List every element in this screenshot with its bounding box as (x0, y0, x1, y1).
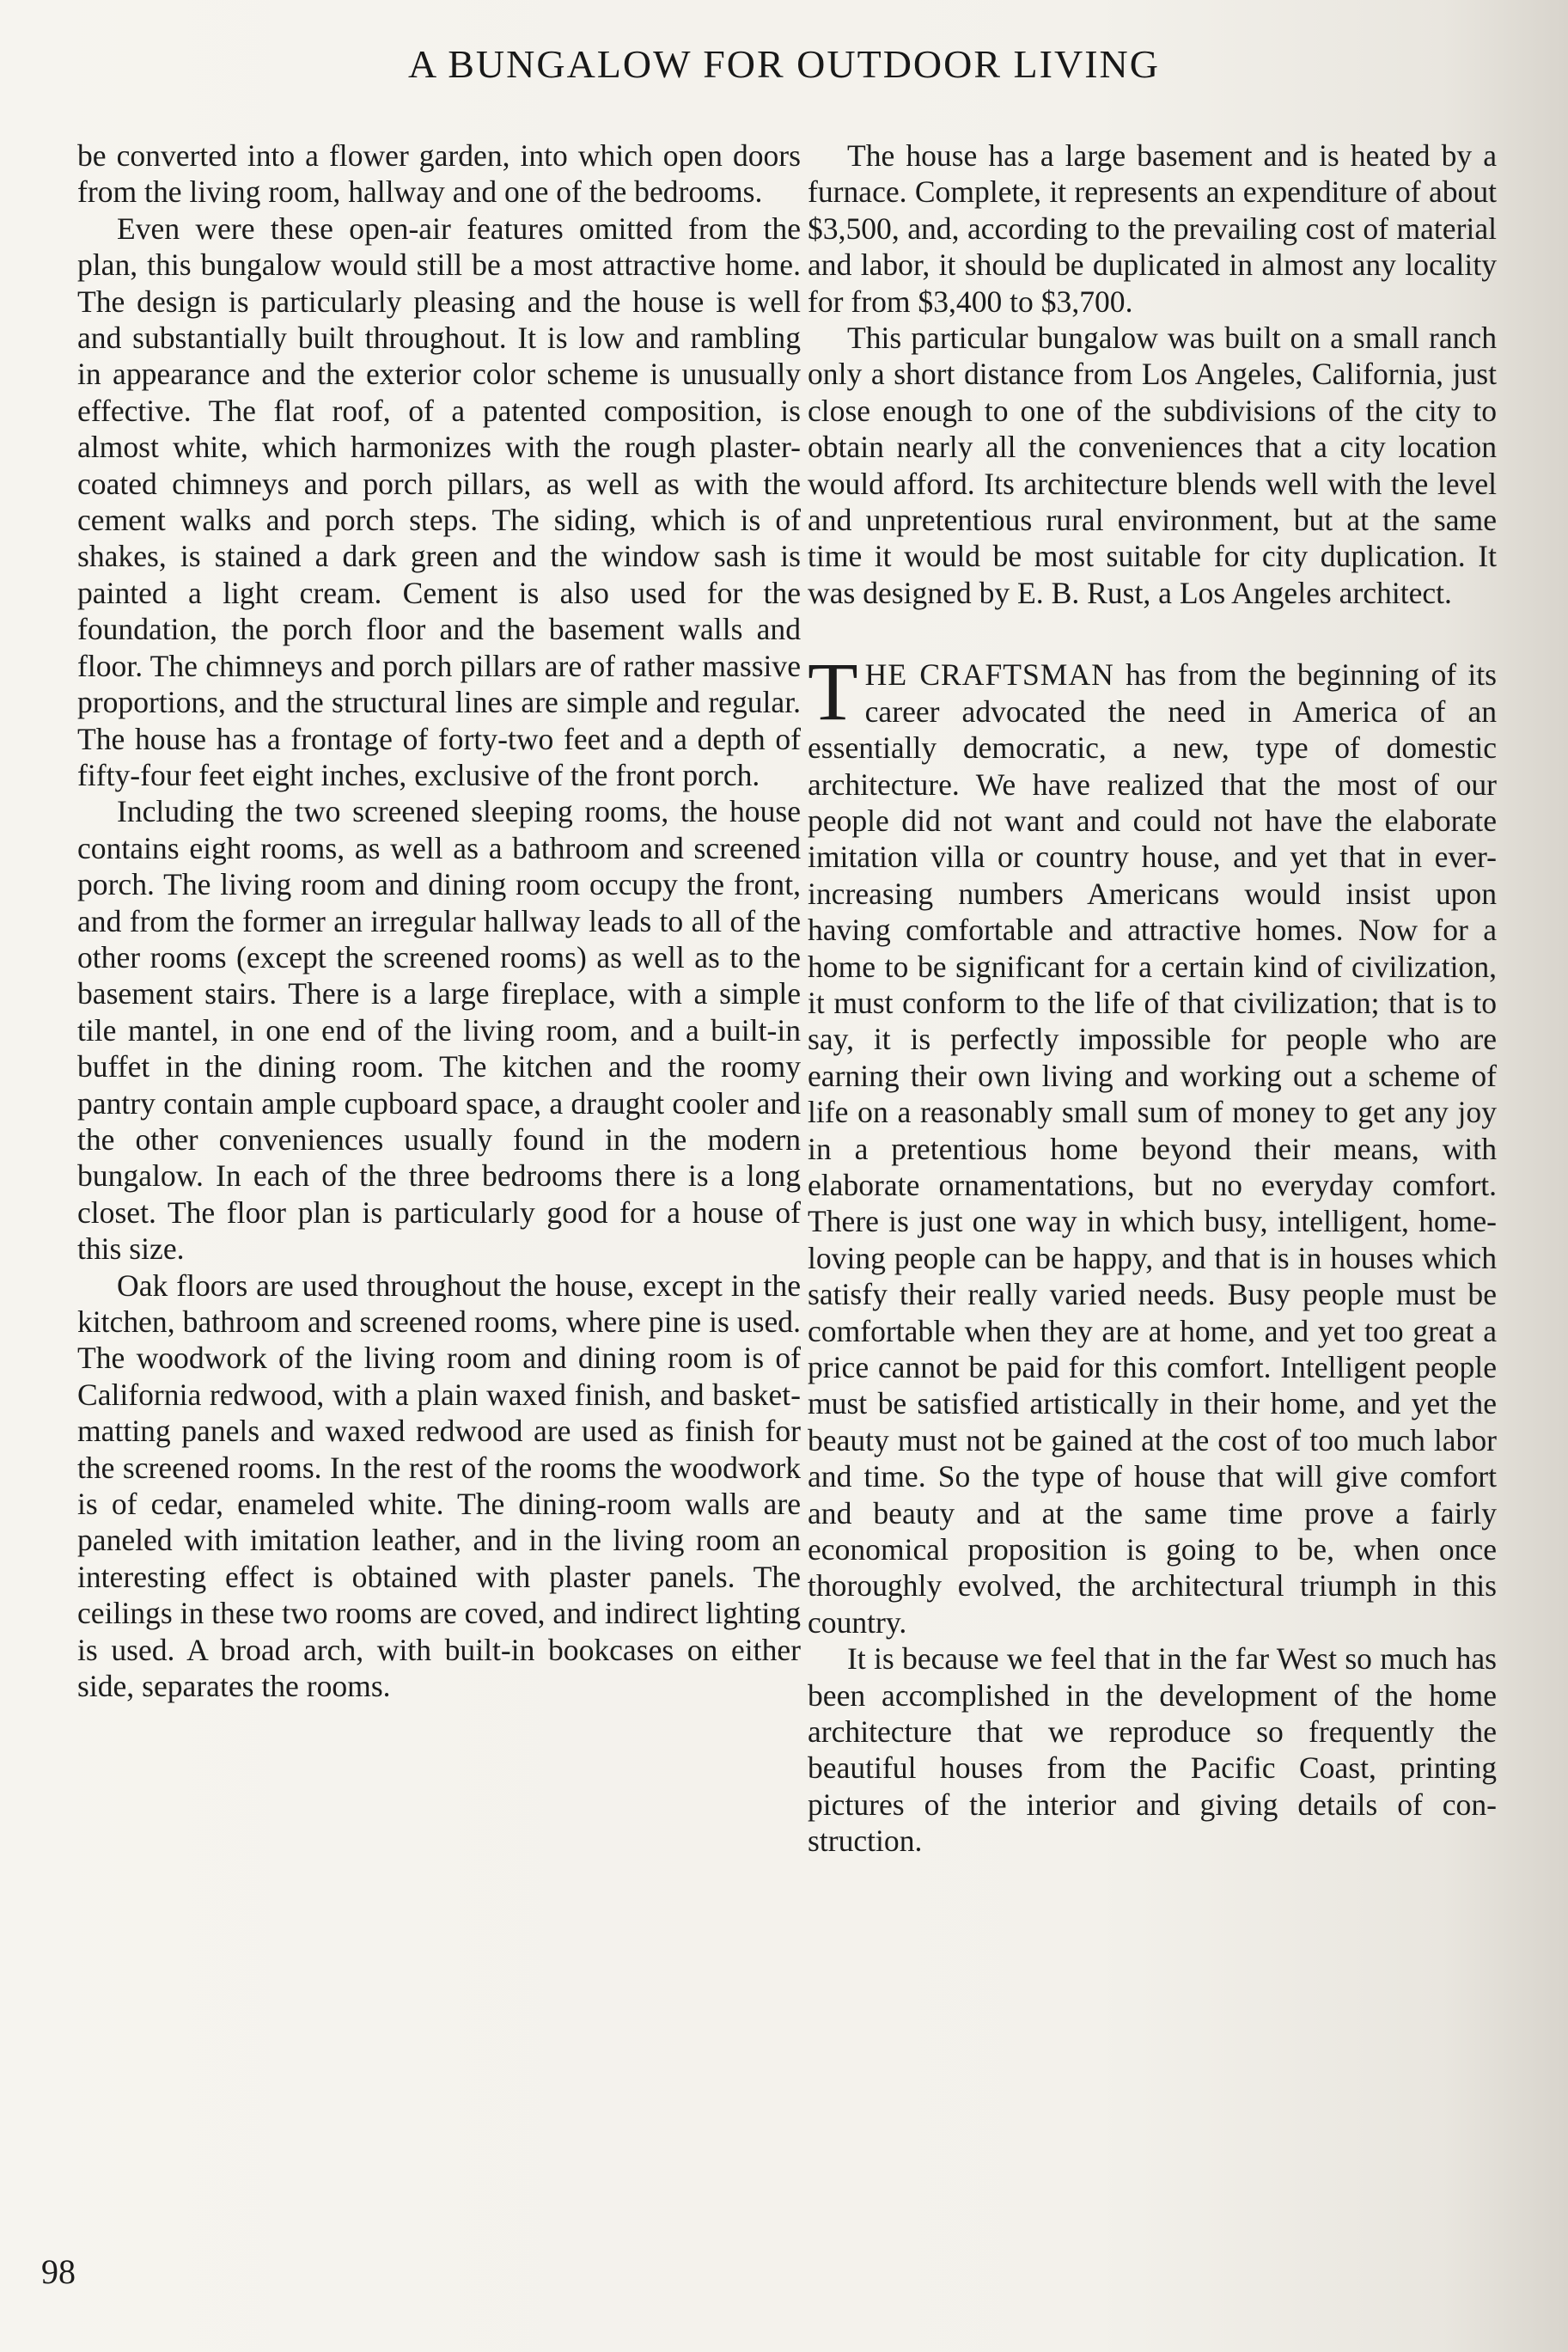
left-column (77, 137, 801, 1704)
right-column (808, 137, 1497, 1860)
paragraph: This particular bungalow was built on a small ranch only a short distance from Los Angeles, California, just close enough to one of the subdivisions of the city to obtain nearly all the conveniences that a city location would afford. Its architecture blends well with the level and unpretentious rural environment, but at the same time it would be most suitable for city duplication. It was designed by E. B. Rust, a Los Angeles architect. (808, 321, 1497, 610)
paragraph: It is because we feel that in the far West so much has been accomplished in the development of the home architecture that we reproduce so frequently the beautiful houses from the Pacific Coast, printing pictures of the interior and giving details of construction. (808, 1641, 1497, 1859)
lead-small-caps: HE CRAFTSMAN (864, 657, 1114, 693)
paragraph-continued: be converted into a flower garden, into which open doors from the living room, hallway and one of the bedrooms. (77, 138, 801, 210)
section-opening-paragraph (808, 645, 1497, 1640)
drop-cap: T (808, 645, 858, 738)
paragraph-text: has from the beginning of its career advocated the need in America of an essentially democratic, a new, type of domestic architecture. We have realized that the most of our people did not want and could not have the elaborate imitation villa or country house, and yet that in ever-increasing numbers Americans would insist upon having comfortable and attractive homes. Now for a home to be significant for a certain kind of civilization, it must conform to the life of that civilization; that is to say, it is perfectly impossible for people who are earning their own living and working out a scheme of life on a reasonably small sum of money to get any joy in a pretentious home beyond their means, with elaborate ornamentations, but no everyday comfort. There is just one way in which busy, intelligent, home-loving people can be happy, and that is in houses which satisfy their really varied needs. Busy people must be comfortable when they are at home, and yet too great a price cannot be paid for this comfort. Intelligent people must be satisfied artistically in their home, and yet the beauty must not be gained at the cost of too much labor and time. So the type of house that will give comfort and beauty and at the same time prove a fairly economical proposition is going to be, when once thoroughly evolved, the architectural triumph in this country. (808, 657, 1497, 1640)
paragraph: Including the two screened sleeping rooms, the house contains eight rooms, as well as a bathroom and screened porch. The living room and dining room occupy the front, and from the former an irregular hallway leads to all of the other rooms (except the screened rooms) as well as to the basement stairs. There is a large fireplace, with a simple tile mantel, in one end of the living room, and a built-in buffet in the dining room. The kitchen and the roomy pantry contain ample cupboard space, a draught cooler and the other conveniences usually found in the modern bungalow. In each of the three bedrooms there is a long closet. The floor plan is particularly good for a house of this size. (77, 794, 801, 1267)
page-number: 98 (41, 2252, 76, 2291)
paragraph: Even were these open-air features omitted from the plan, this bungalow would still be a most attractive home. The design is particularly pleasing and the house is well and substantially built throughout. It is low and rambling in appearance and the exterior color scheme is unusually effective. The flat roof, of a patented composition, is almost white, which harmonizes with the rough plaster-coated chimneys and porch pillars, as well as with the cement walks and porch steps. The siding, which is of shakes, is stained a dark green and the window sash is painted a light cream. Cement is also used for the foundation, the porch floor and the basement walls and floor. The chimneys and porch pillars are of rather massive proportions, and the structural lines are simple and regular. The house has a frontage of forty-two feet and a depth of fifty-four feet eight inches, exclusive of the front porch. (77, 211, 801, 792)
running-head-title: A BUNGALOW FOR OUTDOOR LIVING (408, 42, 1160, 86)
paragraph: The house has a large basement and is heated by a furnace. Complete, it represents an expenditure of about $3,500, and, according to the prevailing cost of material and labor, it should be duplicated in almost any locality for from $3,400 to $3,700. (808, 138, 1497, 319)
paragraph: Oak floors are used throughout the house, except in the kitchen, bathroom and screened rooms, where pine is used. The woodwork of the living room and dining room is of California redwood, with a plain waxed finish, and basket-matting panels and waxed redwood are used as finish for the screened rooms. In the rest of the rooms the woodwork is of cedar, enameled white. The dining-room walls are paneled with imitation leather, and in the living room an interesting effect is obtained with plaster panels. The ceilings in these two rooms are coved, and indirect lighting is used. A broad arch, with built-in bookcases on either side, separates the rooms. (77, 1268, 801, 1704)
